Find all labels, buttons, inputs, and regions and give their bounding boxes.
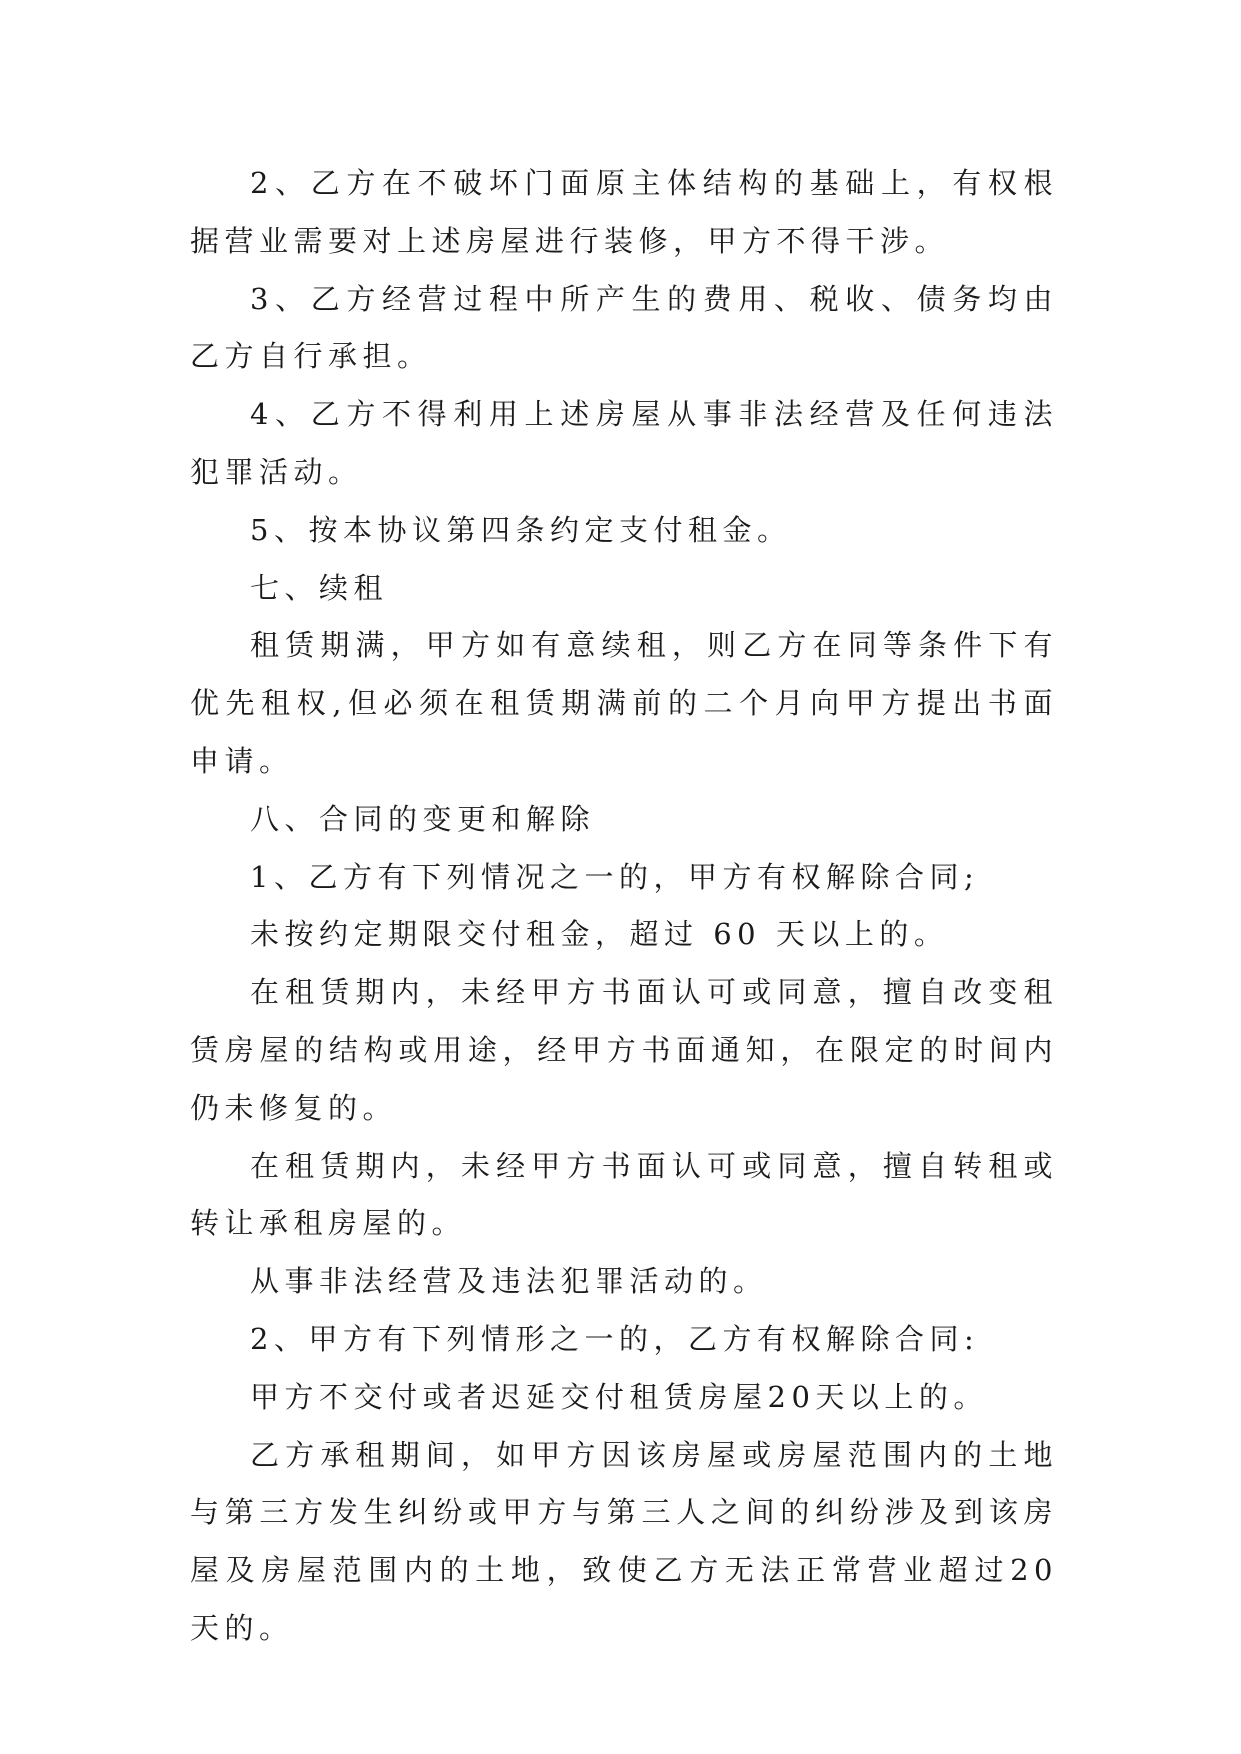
clause-paragraph: 乙方承租期间，如甲方因该房屋或房屋范围内的土地与第三方发生纠纷或甲方与第三人之间的纠纷涉及到该房屋及房屋范围内的土地，致使乙方无法正常营业超过20天的。 <box>190 1437 1058 1645</box>
clause-paragraph: 甲方不交付或者迟延交付租赁房屋20天以上的。 <box>250 1379 988 1414</box>
clause-paragraph: 租赁期满，甲方如有意续租，则乙方在同等条件下有优先租权,但必须在租赁期满前的二个月向甲方提出书面申请。 <box>190 628 1058 778</box>
section-heading: 八、合同的变更和解除 <box>250 801 596 836</box>
clause-paragraph: 1、乙方有下列情况之一的，甲方有权解除合同; <box>250 859 980 894</box>
clause-paragraph: 4、乙方不得利用上述房屋从事非法经营及任何违法犯罪活动。 <box>190 397 1058 489</box>
clause-paragraph: 2、乙方在不破坏门面原主体结构的基础上，有权根据营业需要对上述房屋进行装修，甲方不得干涉。 <box>190 166 1058 258</box>
clause-paragraph: 5、按本协议第四条约定支付租金。 <box>250 512 792 547</box>
document-body <box>190 155 1058 1658</box>
clause-paragraph: 2、甲方有下列情形之一的，乙方有权解除合同: <box>250 1321 980 1356</box>
clause-paragraph: 在租赁期内，未经甲方书面认可或同意，擅自改变租赁房屋的结构或用途，经甲方书面通知，在限定的时间内仍未修复的。 <box>190 975 1058 1125</box>
clause-paragraph: 未按约定期限交付租金，超过 60 天以上的。 <box>250 917 949 952</box>
clause-paragraph: 在租赁期内，未经甲方书面认可或同意，擅自转租或转让承租房屋的。 <box>190 1148 1058 1241</box>
section-heading: 七、续租 <box>250 570 389 605</box>
clause-paragraph: 3、乙方经营过程中所产生的费用、税收、债务均由乙方自行承担。 <box>190 281 1058 374</box>
clause-paragraph: 从事非法经营及违法犯罪活动的。 <box>250 1264 768 1299</box>
